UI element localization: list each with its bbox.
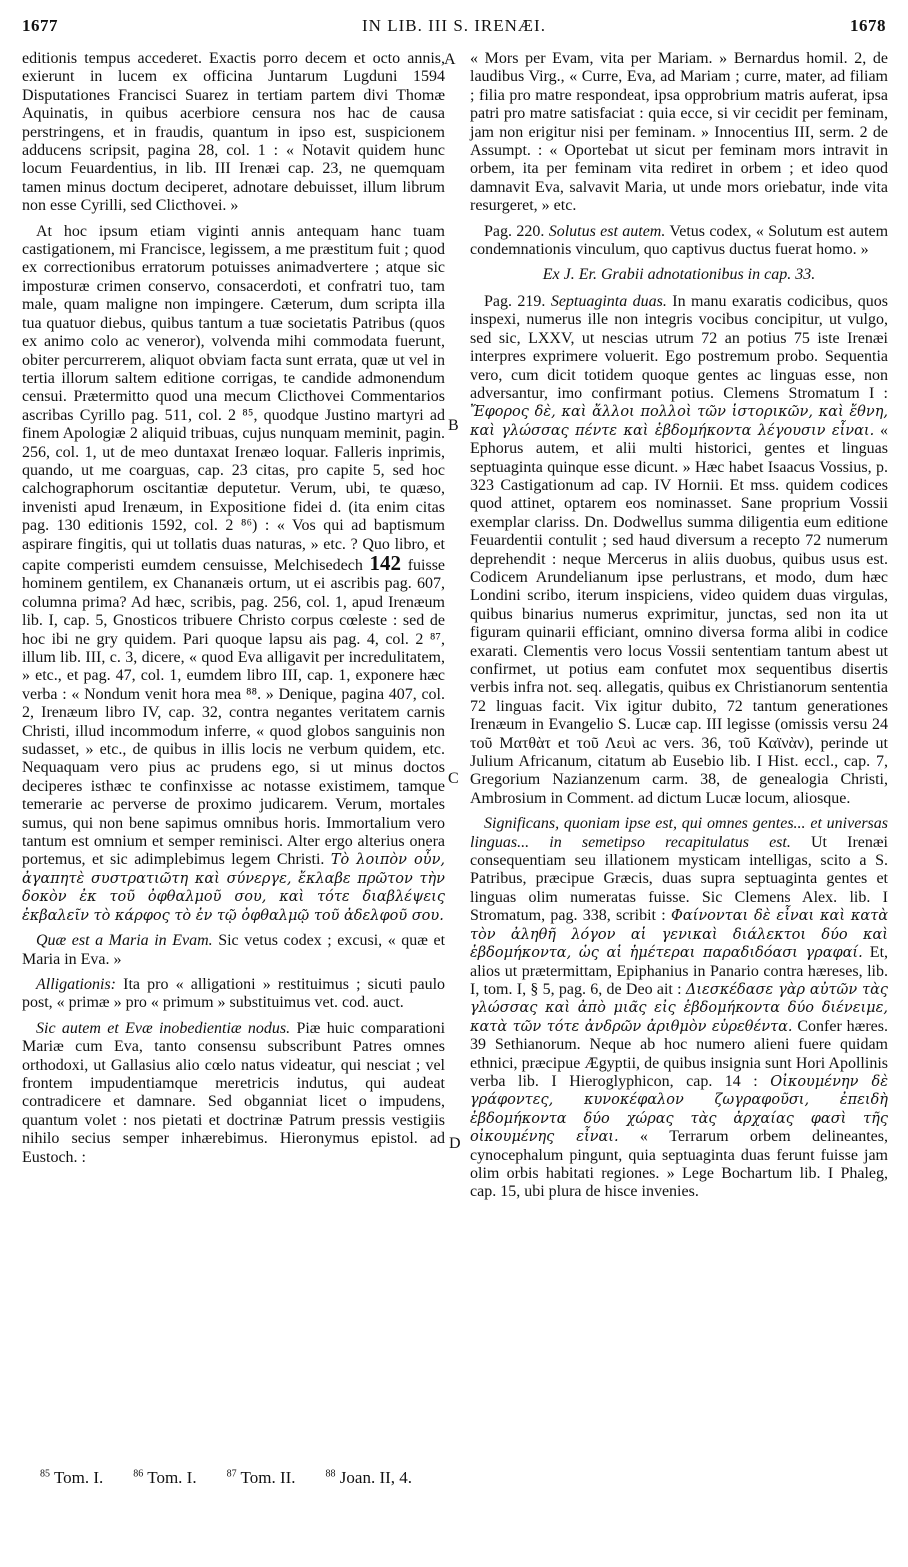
paragraph-text: In manu exaratis codicibus, quos inspexi, numerus ille non integris vocibus concipitur, ut vulgo, sed sic, LXXV, ut nescias utrum 72 an potius 75 iste Irenæi interpres exprimere voluerit. Ego postremum probo. Sequentia vero, cum dicit totidem quoque gentes ac linguas esse, non adversantur, imo confirmant potius. Clemens Stromatum I : (470, 292, 889, 402)
greek-quote: Διεσκέδασε γὰρ αὐτῶν τὰς γλώσσας καὶ ἀπὸ μιᾶς εἰς ἑβδομήκοντα δύο διένειμε, κατὰ τῶν τότε ἀνδρῶν ἀριθμὸν εὑρεθέντα. (470, 981, 889, 1035)
page-header (22, 16, 886, 46)
paragraph-text: Vetus codex, « Solutum est autem condemnationis vinculum, quo captivus ductus fuerat homo. » (470, 222, 889, 259)
footnote-number: 88 (325, 1468, 336, 1480)
footnote (227, 1468, 296, 1488)
paragraph-text: Confer hæres. 39 Sethianorum. Neque ab hoc numero alieni fuere quidam ethnici, præcipue Ægyptii, de quibus insignia sunt Hori Apollinis verba lib. I Hieroglyphicon, cap. 14 : (470, 1017, 888, 1090)
footnote-number: 86 (133, 1468, 144, 1480)
paragraph (470, 293, 888, 808)
paragraph-text: Ita pro « alligationi » restituimus ; sicuti paulo post, « primæ » pro « primum » substituimus vet. cod. auct. (22, 975, 446, 1012)
page-reference: Pag. 220. (484, 222, 545, 240)
footnote-number: 87 (226, 1468, 237, 1480)
greek-quote: Τὸ λοιπὸν οὖν, ἀγαπητὲ συστρατιῶτη καὶ σύνεργε, ἔκλαβε πρῶτον τὴν δοκὸν ἐκ τοῦ ὀφθαλμοῦ σου, καὶ τότε διαβλέψεις ἐκβαλεῖν τὸ κάρφος τὸ ἐν τῷ ὀφθαλμῷ τοῦ ἀδελφοῦ σου. (22, 852, 445, 924)
paragraph: editionis tempus accederet. Exactis porro decem et octo annis, exierunt in lucem ex officina Juntarum Lugduni 1594 Disputationes Francisci Suarez in tertiam partem divi Thomæ Aquinatis, in quibus acerbiore censura nos hac de causa perstringens, et in fraudis, quantum in ipso est, suspicionem adducens scripsit, pagina 28, col. 1 : « Notavit quidem hunc locum Feuardentius, in lib. III Irenæi cap. 23, ne quemquam tamen minus doctum deciperet, adnotare debuisset, illum librum non esse Cyrilli, sed Clicthovei. » (22, 50, 445, 215)
footnote-text: Joan. II, 4. (339, 1468, 413, 1487)
paragraph (22, 223, 445, 925)
lemma: Solutus est autem. (548, 222, 666, 240)
greek-quote: Ἔφορος δὲ, καὶ ἄλλοι πολλοὶ τῶν ἱστορικῶν, καὶ ἔθνη, καὶ γλώσσας πέντε καὶ ἑβδομήκοντα λέγουσιν εἶναι. (470, 404, 888, 439)
left-column (22, 50, 445, 1174)
lemma: Significans, quoniam ipse est, qui omnes gentes... et universas linguas... in semetipso recapitulatus est. (470, 815, 888, 851)
paragraph: « Mors per Evam, vita per Mariam. » Bernardus homil. 2, de laudibus Virg., « Curre, Eva, ad Mariam ; curre, mater, ad filiam ; filia pro matre respondeat, ipsa opprobrium matris auferat, ipsa patri pro matre satisfaciat : quia ecce, si vir cecidit per feminam, jam non erigitur nisi per feminam. » Innocentius III, serm. 2 de Assumpt. : « Oportebat ut sicut per feminam mors intravit in orbem, ita per feminam vita rediret in orbem ; et ideo quod damnavit Eva, salvavit Maria, ut unde mors oriebatur, inde vita resurgeret, » etc. (470, 50, 888, 215)
paragraph (470, 815, 888, 1202)
paragraph-text: At hoc ipsum etiam viginti annis antequam hanc tuam castigationem, mi Francisce, legissem, a me præstitum fuit ; quod ex correctionibus erratorum potuisses animadvertere ; atque sic imposturæ crimen conservo, consacerdoti, et confratri tuo, tam male, quam maligne non impingere. Cæterum, dum scripta illa tua quatuor diebus, quibus tantum a tuæ societatis Patribus (quos ex animo colo ac veneror), volvenda mihi commodata fuerunt, obiter percurrerem, aliquot obviam facta sunt errata, quæ ut vel in tertia illorum saltem editione corrigas, te candide admonendum censui. Prætermitto quod una mecum Clicthovei Commentarios ascribas Cyrillo pag. 511, col. 2 ⁸⁵, quodque Justino martyri ad finem Apologiæ 2 aliquid tribuas, cujus nunquam meminit, pagin. 256, col. 1, ut de meo duntaxat Irenæo loquar. Falleris inprimis, quando, ut me coarguas, cap. 23 citas, pro capite 5, sed hoc calchographorum oscitantiæ deputetur. Verum, ubi, te quæso, invenisti apud Irenæum, in Expositione fidei d. (ita enim citas pag. 130 editionis 1592, col. 2 ⁸⁶) : « Vos qui ad baptismum aspirare fingitis, qui ut tollatis duas naturas, » etc. ? Quo libro, et capite comperisti eumdem censuisse, Melchisedech (22, 222, 445, 574)
footnote (326, 1468, 412, 1488)
paragraph-text: Piæ huic comparationi Mariæ cum Eva, tanto consensu subscribunt Patres omnes orthodoxi, ut Gallasius alio cœlo natus videatur, qui nesciat ; vel frontem impudentiamque meretricis indutus, qui audeat contradicere et damnare. Sed obganniat licet o impudens, quantum volet : nos pietati et doctrinæ Patrum pressis vestigiis nihilo secius semper inhærebimus. Hieronymus epistol. ad Eustoch. : (22, 1019, 446, 1166)
margin-marker-c: C (448, 770, 459, 787)
footnote (133, 1468, 196, 1488)
footnotes (40, 1468, 412, 1488)
paragraph (22, 976, 445, 1013)
running-title: IN LIB. III S. IRENÆI. (362, 16, 546, 35)
column-number: 142 (369, 550, 402, 575)
paragraph (470, 223, 888, 260)
paragraph-text: « Ephorus autem, et alii multi historici, gentes et linguas septuaginta quinque esse dicunt. » Hæc habet Isaacus Vossius, p. 323 Castigationum ad cap. IV Hornii. Et mss. quidem codices quod attinet, optarem eos nominasset. Sane proprium Vossii exemplar clariss. Dn. Dodwellus summa diligentia eum editione Feuardentii contulit ; sed haud diversum a recepto 72 numerum deprehendit : neque Mercerus in aliis duobus, quibus usus est. Codicem Arundelianum ipse perlustrans, et modo, dum hæc Londini scribo, iterum inspiciens, video quidem duas virgulas, quibus binarius numerus exprimitur, junctas, sed non ita ut figuram quinarii efficiant, omnino diversa forma alibi in codice exarati. Clementis vero locus Vossii sententiam tantum abest ut confirmet, ut potius eam confutet mox sequentibus disertis verbis infra not. seq. allegatis, quibus ex Christianorum sententia 72 linguas facit. Vix igitur dubito, 72 tantum generationes Irenæum in Evangelio S. Lucæ cap. III legisse (omissis versu 24 τοῦ Ματθὰτ et τοῦ Λευὶ ac vers. 36, τοῦ Καϊνὰν), perinde ut Julium Africanum, citatum ab Eusebio lib. I Hist. eccl., cap. 7, Gregorium Nazianzenum carm. 38, de genealogia Christi, Ambrosium in Comment. ad dictum Lucæ locum, aliosque. (470, 421, 889, 807)
lemma: Alligationis: (36, 975, 116, 993)
greek-quote: Οἰκουμένην δὲ γράφοντες, κυνοκέφαλον ζωγραφοῦσι, ἐπειδὴ ἑβδομήκοντα δύο χώρας τὰς ἀρχαίας φασὶ τῆς οἰκουμένης εἶναι. (470, 1073, 889, 1146)
page-number-right: 1678 (850, 16, 886, 35)
paragraph (22, 1020, 445, 1167)
paragraph-text: Ut Irenæi consequentiam seu illationem mysticam intelligas, scito a S. Patribus, præcipue Græcis, duas supra septuaginta gentes et linguas olim numeratas fuisse. Sic Clemens Alex. lib. I Stromatum, pag. 338, scribit : (470, 833, 888, 925)
margin-marker-d: D (449, 1135, 461, 1152)
page-number-left: 1677 (22, 16, 58, 35)
margin-marker-b: B (448, 417, 459, 434)
section-heading: Ex J. Er. Grabii adnotationibus in cap. 33. (542, 266, 816, 284)
paragraph (22, 932, 445, 969)
footnote-text: Tom. II. (240, 1468, 296, 1487)
lemma: Sic autem et Evæ inobedientiæ nodus. (36, 1019, 291, 1037)
right-column (470, 50, 888, 1209)
footnote-text: Tom. I. (53, 1468, 104, 1487)
lemma: Quæ est a Maria in Evam. (36, 932, 213, 950)
footnote-text: Tom. I. (147, 1468, 197, 1487)
greek-quote: Φαίνονται δὲ εἶναι καὶ κατὰ τὸν ἀληθῆ λόγον αἱ γενικαὶ διάλεκτοι δύο καὶ ἑβδομήκοντα, ὡς αἱ ἡμέτεραι παραδιδόασι γραφαί. (470, 908, 889, 962)
footnote-number: 85 (40, 1468, 50, 1480)
page-reference: Pag. 219. (484, 292, 546, 310)
paragraph-text: fuisse hominem gentilem, ex Chananæis ortum, ut ei ascribis pag. 607, columna prima? Ad hæc, scribis, pag. 256, col. 1, apud Irenæum lib. I, cap. 5, Gnosticos tribuere Christo corpus cœleste : sed de hoc ibi ne gry quidem. Pari quoque lapsu ais pag. 4, col. 2 ⁸⁷, illum lib. III, c. 3, dicere, « quod Eva alligavit per incredulitatem, » etc., et pag. 47, col. 1, eumdem libro III, cap. 1, exponere hæc verba : « Nondum venit hora mea ⁸⁸. » Denique, pagina 407, col. 2, Irenæum libro IV, cap. 32, contra negantes veritatem carnis Christi, illud incommodum inferre, « quod globos sanguinis non sudasset, » etc., de quibus in illis locis ne verbum quidem, etc. Nequaquam vero pius ac prudens ego, si ut minus doctos deciperes isthæc te confinxisse ac notasse existimem, tamque temerarie ac perverse de proximo judicarem. Verum, mortales sumus, qui non bene sapimus omnibus horis. Immortalium vero tantum est omnium et semper reminisci. Alter ergo alterius onera portemus, et sic adimplebimus legem Christi. (22, 556, 446, 869)
margin-marker-a: A (444, 51, 456, 68)
paragraph-text: Et, alios ut prætermittam, Epiphanius in Panario contra hæreses, lib. I, tom. I, § 5, pag. 6, de Deo ait : (470, 944, 889, 998)
lemma: Septuaginta duas. (550, 292, 667, 310)
paragraph-text: Sic vetus codex ; excusi, « quæ et Maria in Eva. » (22, 932, 446, 968)
paragraph-text: « Terrarum orbem delineantes, cynocephalum pingunt, quia septuaginta duas ferunt fuisse jam olim orbis habitati regiones. » Lege Bochartum lib. I Phaleg, cap. 15, ubi plura de hisce invenies. (470, 1128, 889, 1201)
footnote (40, 1468, 103, 1488)
